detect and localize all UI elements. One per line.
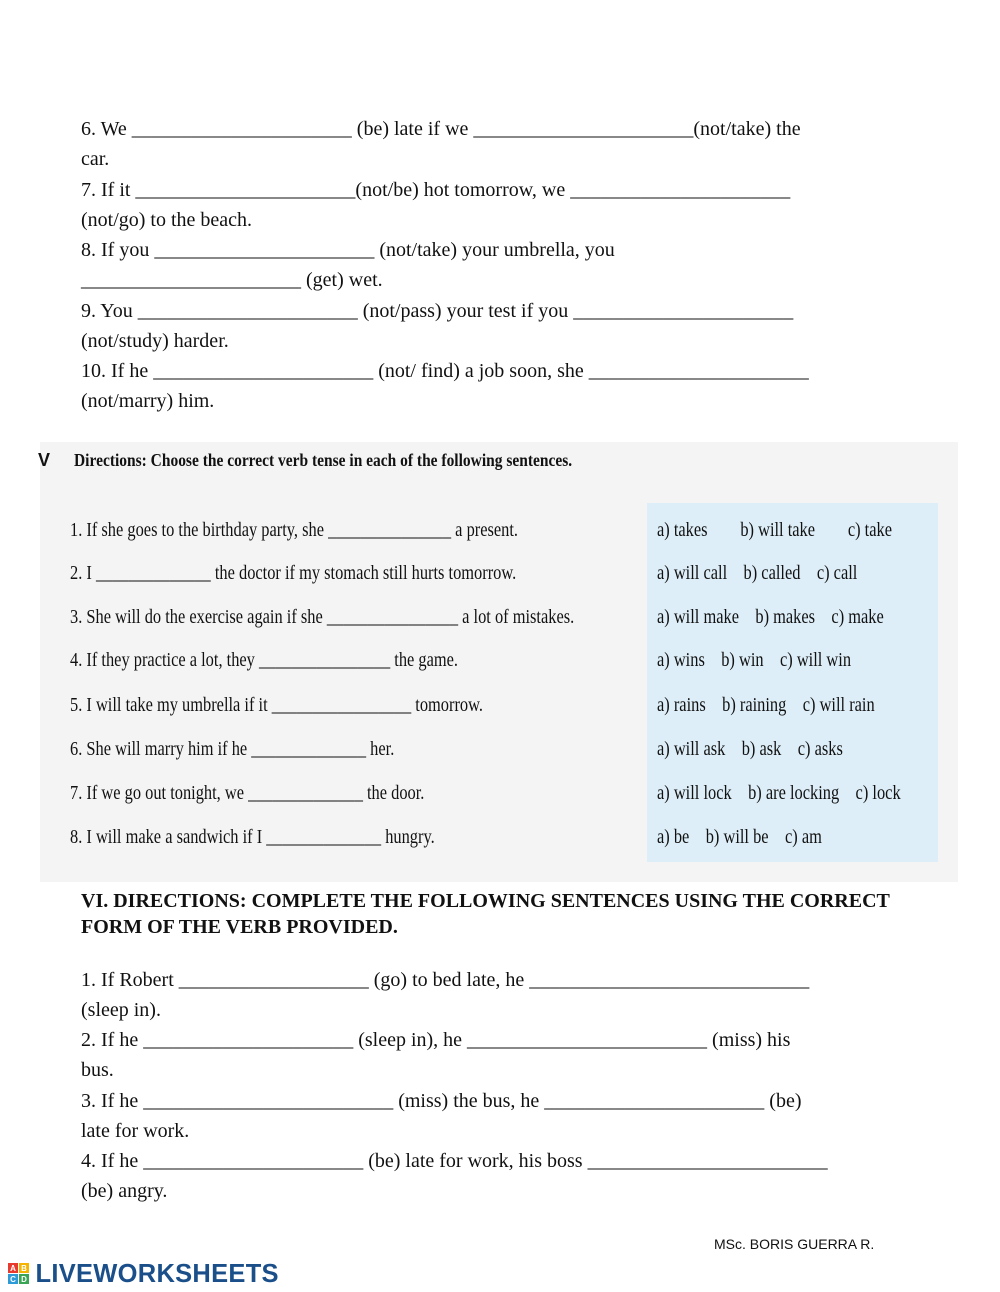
logo-text: LIVEWORKSHEETS xyxy=(35,1258,279,1288)
question-item: 5. I will take my umbrella if it _________________ tomorrow. xyxy=(70,694,483,716)
svg-text:C: C xyxy=(10,1274,16,1284)
question-item: 2. I ______________ the doctor if my stomach still hurts tomorrow. xyxy=(70,562,517,584)
liveworksheets-icon xyxy=(8,1261,30,1287)
exercise-line: (not/go) to the beach. xyxy=(81,209,253,231)
svg-text:B: B xyxy=(21,1263,27,1273)
exercise-line: 6. We ______________________ (be) late if we ______________________(not/take) the xyxy=(81,118,801,140)
author-credit: MSc. BORIS GUERRA R. xyxy=(714,1236,875,1252)
exercise-line: (sleep in). xyxy=(81,999,161,1021)
question-item: 7. If we go out tonight, we ______________ the door. xyxy=(70,782,425,804)
answer-options: a) will ask b) ask c) asks xyxy=(657,738,843,760)
section-v-label: V xyxy=(38,450,51,470)
options-panel xyxy=(647,503,938,862)
exercise-line: late for work. xyxy=(81,1120,190,1142)
answer-options: a) will make b) makes c) make xyxy=(657,606,884,628)
answer-options: a) be b) will be c) am xyxy=(657,826,822,848)
exercise-line: 8. If you ______________________ (not/take) your umbrella, you xyxy=(81,239,615,261)
question-item: 3. She will do the exercise again if she ________________ a lot of mistakes. xyxy=(70,606,575,628)
liveworksheets-logo xyxy=(8,1258,281,1289)
exercise-line: 4. If he ______________________ (be) late for work, his boss ________________________ xyxy=(81,1150,828,1172)
exercise-line: bus. xyxy=(81,1059,114,1081)
exercise-line: (not/study) harder. xyxy=(81,330,229,352)
exercise-line: 1. If Robert ___________________ (go) to bed late, he ____________________________ xyxy=(81,969,810,991)
exercise-line: (not/marry) him. xyxy=(81,390,215,412)
answer-options: a) rains b) raining c) will rain xyxy=(657,694,875,716)
question-item: 8. I will make a sandwich if I ______________ hungry. xyxy=(70,826,435,848)
answer-options: a) takes b) will take c) take xyxy=(657,519,892,541)
question-item: 4. If they practice a lot, they ________________ the game. xyxy=(70,649,459,671)
exercise-line: (be) angry. xyxy=(81,1180,168,1202)
exercise-line: 2. If he _____________________ (sleep in), he ________________________ (miss) his xyxy=(81,1029,791,1051)
answer-options: a) will lock b) are locking c) lock xyxy=(657,782,901,804)
question-item: 6. She will marry him if he ______________ her. xyxy=(70,738,395,760)
section-v-directions: Directions: Choose the correct verb tense in each of the following sentences. xyxy=(74,450,573,470)
exercise-line: 10. If he ______________________ (not/ find) a job soon, she ______________________ xyxy=(81,360,809,382)
exercise-line: ______________________ (get) wet. xyxy=(81,269,383,291)
exercise-line: 7. If it ______________________(not/be) hot tomorrow, we ______________________ xyxy=(81,179,791,201)
exercise-line: car. xyxy=(81,148,110,170)
svg-text:A: A xyxy=(10,1263,16,1273)
svg-text:D: D xyxy=(21,1274,27,1284)
section-vi-title: VI. DIRECTIONS: COMPLETE THE FOLLOWING SENTENCES USING THE CORRECT FORM OF THE VERB PROVIDED. xyxy=(81,890,890,938)
exercise-line: 3. If he _________________________ (miss) the bus, he ______________________ (be) xyxy=(81,1090,802,1112)
exercise-line: 9. You ______________________ (not/pass) your test if you ______________________ xyxy=(81,300,794,322)
answer-options: a) wins b) win c) will win xyxy=(657,649,852,671)
answer-options: a) will call b) called c) call xyxy=(657,562,858,584)
question-item: 1. If she goes to the birthday party, she _______________ a present. xyxy=(70,519,519,541)
